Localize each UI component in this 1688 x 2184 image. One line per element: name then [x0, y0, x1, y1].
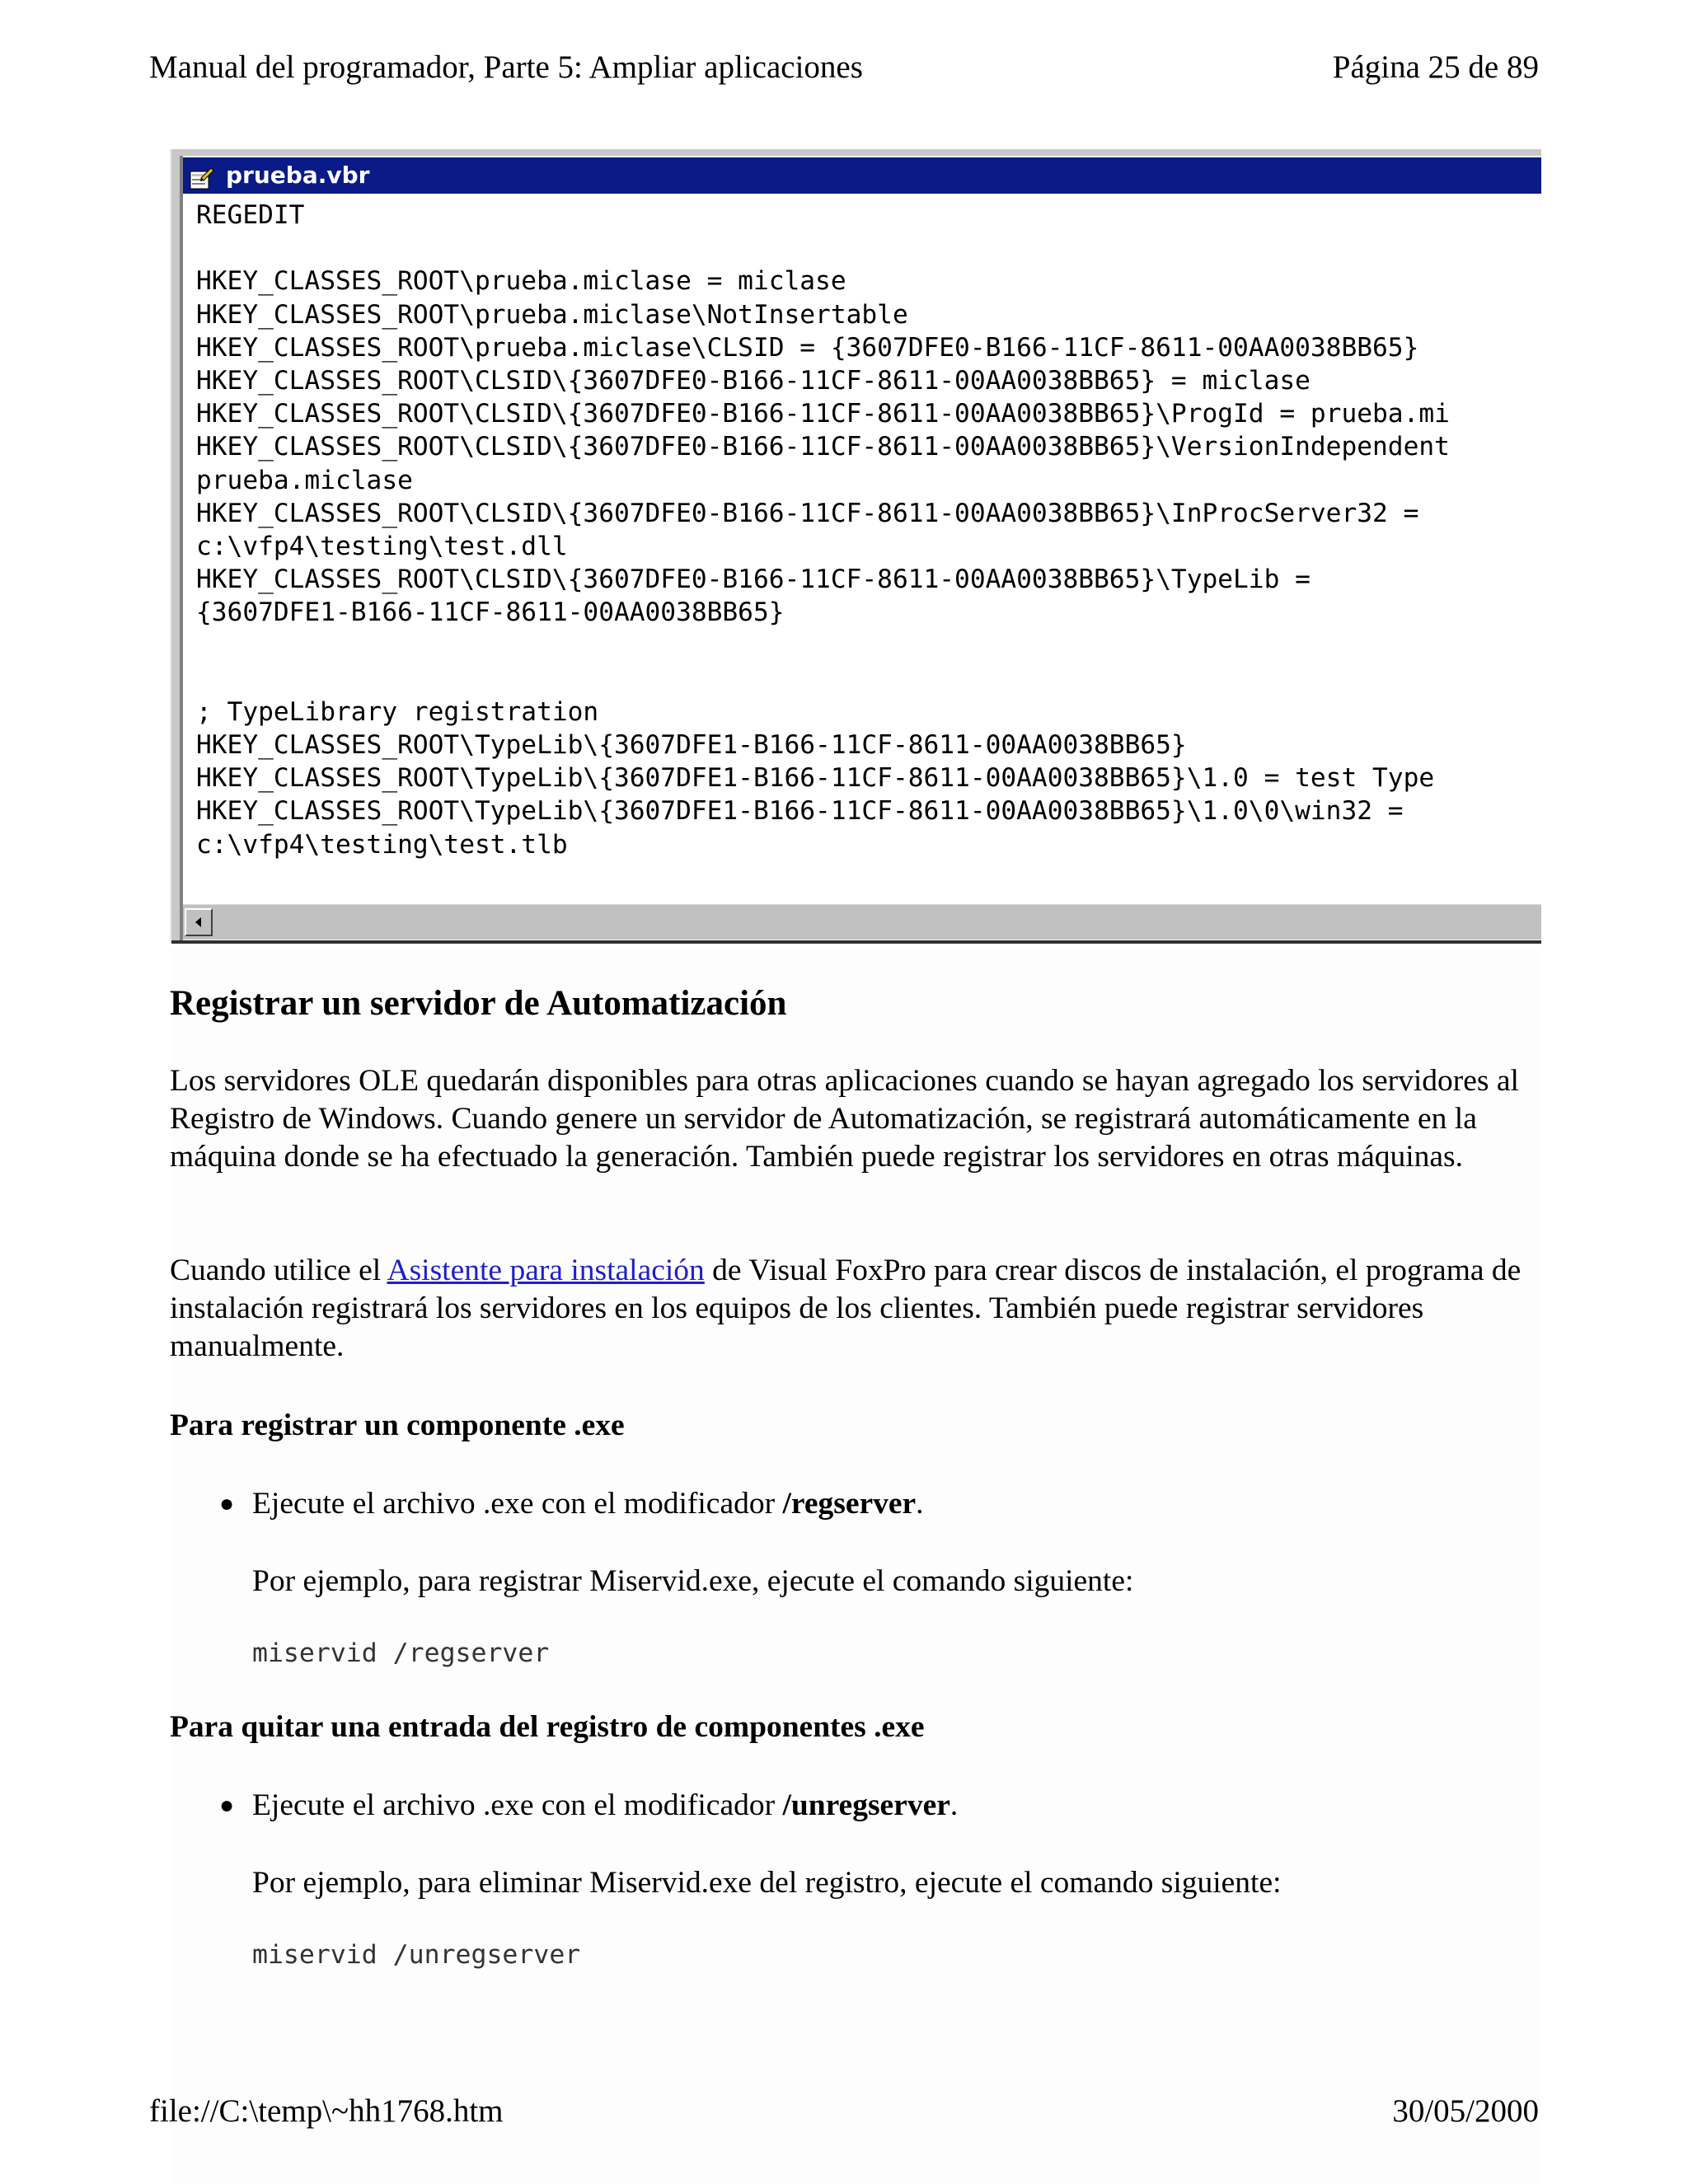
window-frame-left: [171, 149, 180, 944]
code-line: HKEY_CLASSES_ROOT\CLSID\{3607DFE0-B166-11CF-8611-00AA0038BB65}\TypeLib =: [196, 565, 1311, 595]
registry-file-icon: [190, 164, 214, 187]
code-line: c:\vfp4\testing\test.tlb: [196, 829, 568, 860]
register-example-text: Por ejemplo, para registrar Miservid.exe, ejecute el comando siguiente:: [252, 1564, 1134, 1598]
code-line: c:\vfp4\testing\test.dll: [196, 531, 568, 561]
scroll-left-button[interactable]: [185, 908, 213, 936]
code-line: HKEY_CLASSES_ROOT\TypeLib\{3607DFE1-B166-11CF-8611-00AA0038BB65}\1.0 = test Type: [196, 763, 1435, 794]
code-line: [196, 232, 1541, 265]
window-titlebar[interactable]: [183, 157, 1541, 194]
unregister-example-text: Por ejemplo, para eliminar Miservid.exe del registro, ejecute el comando siguiente:: [252, 1866, 1282, 1900]
paragraph-text: de Visual FoxPro para crear discos de instalación, el programa de instalación registrará los servidores en los equipos de los clientes. También puede registrar servidores manualmente.: [170, 1254, 1522, 1363]
window-frame-inner-left: [180, 156, 183, 944]
header-document-title: Manual del programador, Parte 5: Ampliar aplicaciones: [149, 49, 863, 85]
code-line: [196, 629, 1541, 662]
paragraph-text: Cuando utilice el: [170, 1254, 387, 1287]
header-page-number: Página 25 de 89: [1332, 49, 1539, 85]
code-line: HKEY_CLASSES_ROOT\prueba.miclase\NotInsertable: [196, 299, 908, 330]
code-line: HKEY_CLASSES_ROOT\prueba.miclase = miclase: [196, 266, 846, 297]
footer-date: 30/05/2000: [1392, 2093, 1539, 2129]
register-heading: Para registrar un componente .exe: [170, 1408, 625, 1442]
setup-wizard-paragraph: [170, 1252, 1522, 1366]
setup-wizard-link[interactable]: Asistente para instalación: [387, 1254, 705, 1287]
bullet-text: Ejecute el archivo .exe con el modificador /regserver.: [252, 1487, 924, 1521]
window-title: prueba.vbr: [226, 162, 370, 189]
bullet-icon: ●: [219, 1490, 235, 1517]
code-line: HKEY_CLASSES_ROOT\CLSID\{3607DFE0-B166-11CF-8611-00AA0038BB65} = miclase: [196, 365, 1311, 396]
code-line: HKEY_CLASSES_ROOT\CLSID\{3607DFE0-B166-11CF-8611-00AA0038BB65}\VersionIndependent: [196, 432, 1450, 462]
bullet-icon: ●: [219, 1792, 235, 1819]
registry-code-area[interactable]: [196, 199, 1541, 861]
footer-file-path: file://C:\temp\~hh1768.htm: [149, 2093, 504, 2129]
code-line: HKEY_CLASSES_ROOT\prueba.miclase\CLSID = {3607DFE0-B166-11CF-8611-00AA0038BB65}: [196, 332, 1419, 363]
horizontal-scrollbar[interactable]: [183, 904, 1541, 940]
code-line: REGEDIT: [196, 200, 305, 230]
unregister-command: miservid /unregserver: [252, 1940, 581, 1970]
bullet-text: Ejecute el archivo .exe con el modificador /unregserver.: [252, 1788, 959, 1822]
code-line: prueba.miclase: [196, 465, 413, 495]
code-line: ; TypeLibrary registration: [196, 696, 599, 727]
arrow-left-icon: [193, 916, 204, 928]
window-frame-top: [171, 149, 1541, 156]
code-line: HKEY_CLASSES_ROOT\CLSID\{3607DFE0-B166-11CF-8611-00AA0038BB65}\ProgId = prueba.mi: [196, 399, 1450, 429]
register-command: miservid /regserver: [252, 1638, 550, 1668]
registry-file-window: [170, 149, 1541, 944]
code-line: HKEY_CLASSES_ROOT\TypeLib\{3607DFE1-B166-11CF-8611-00AA0038BB65}\1.0\0\win32 =: [196, 796, 1404, 827]
unregister-heading: Para quitar una entrada del registro de componentes .exe: [170, 1710, 925, 1744]
intro-paragraph: Los servidores OLE quedarán disponibles para otras aplicaciones cuando se hayan agregado los servidores al Registro de Windows. Cuando genere un servidor de Automatización, se registrará automáticamente en la máquina donde se ha efectuado la generación. También puede registrar los servidores en otras máquinas.: [170, 1064, 1519, 1174]
section-title: Registrar un servidor de Automatización: [170, 984, 787, 1023]
code-line: [196, 663, 1541, 696]
window-frame-bottom: [171, 940, 1541, 944]
code-line: HKEY_CLASSES_ROOT\CLSID\{3607DFE0-B166-11CF-8611-00AA0038BB65}\InProcServer32 =: [196, 498, 1419, 528]
code-line: {3607DFE1-B166-11CF-8611-00AA0038BB65}: [196, 598, 785, 628]
code-line: HKEY_CLASSES_ROOT\TypeLib\{3607DFE1-B166-11CF-8611-00AA0038BB65}: [196, 730, 1187, 760]
